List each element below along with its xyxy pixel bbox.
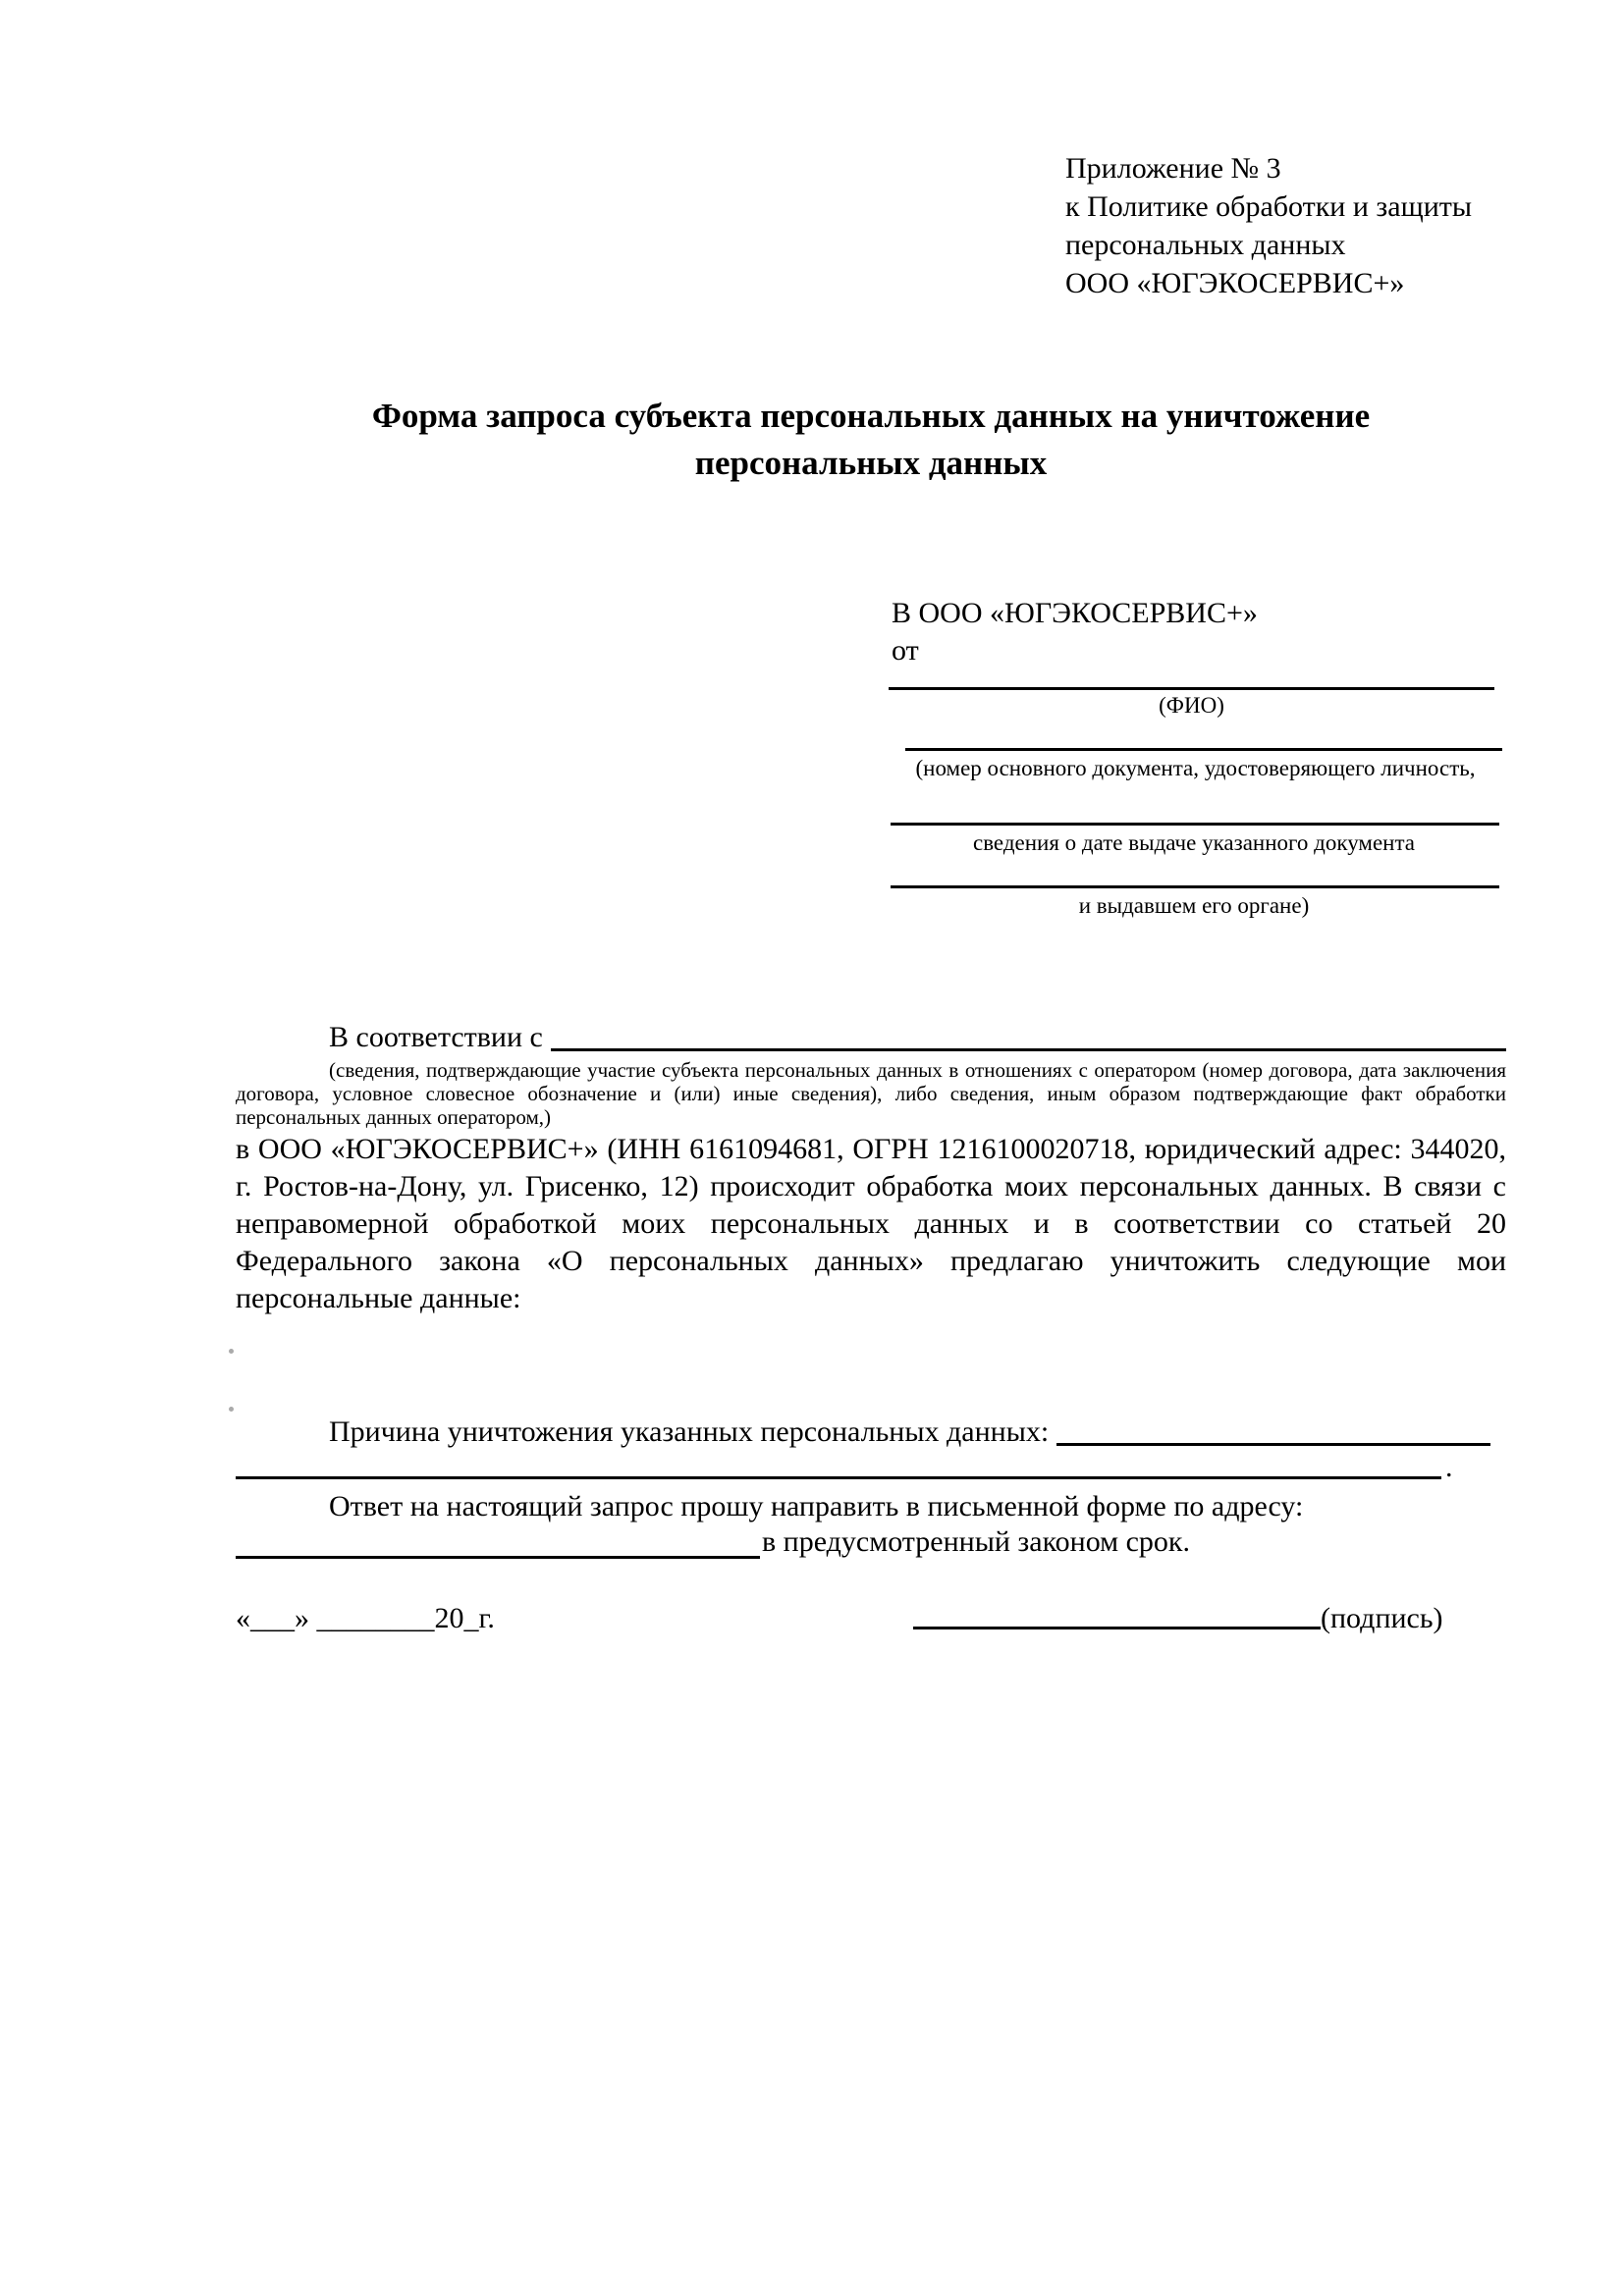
appendix-note-line: ООО «ЮГЭКОСЕРВИС+» [1065, 267, 1405, 299]
list-marker [229, 1349, 234, 1354]
main-paragraph: в ООО «ЮГЭКОСЕРВИС+» (ИНН 6161094681, ОГРН 1216100020718, юридический адрес: 344020, г. Ростов-на-Дону, ул. Грисенко, 12) происходит обработка моих персональных данных. В связи с неправомерной обработкой моих персональных данных и в соответствии со статьей 20 Федерального закона «О персональных данных» предлагаю уничтожить следующие мои персональные данные: [236, 1133, 1506, 1314]
fio-caption: (ФИО) [1159, 693, 1224, 718]
date-field[interactable]: «___» ________20_г. [236, 1602, 495, 1634]
doc-number-caption: (номер основного документа, удостоверяющего личность, [915, 756, 1476, 780]
answer-text: Ответ на настоящий запрос прошу направить в письменной форме по адресу: [329, 1490, 1304, 1522]
sender-from-label: от [892, 634, 919, 667]
appendix-note-line: к Политике обработки и защиты [1065, 190, 1473, 223]
page-title [236, 393, 1506, 487]
accordance-label: В соответствии с [329, 1021, 543, 1053]
accordance-note: (сведения, подтверждающие участие субъекта персональных данных в отношениях с оператором (номер договора, дата заключения договора, условное словесное обозначение и (или) иные сведения), либо сведения, иным образом подтверждающие факт обработки персональных данных оператором,) [236, 1058, 1506, 1129]
signature-caption: (подпись) [1321, 1602, 1443, 1634]
doc-number-blank-line[interactable] [905, 748, 1502, 751]
page-title-line2: персональных данных [694, 444, 1048, 482]
reason-period: . [1445, 1451, 1453, 1483]
accordance-blank-line[interactable] [551, 1048, 1506, 1051]
doc-issuer-blank-line[interactable] [891, 885, 1499, 888]
reason-continuation-line[interactable] [236, 1476, 1441, 1479]
reason-row [236, 1414, 1506, 1451]
reason-blank-line[interactable] [1056, 1443, 1490, 1446]
doc-issuer-caption: и выдавшем его органе) [1078, 893, 1310, 918]
fio-blank-line[interactable] [889, 687, 1494, 690]
term-text: в предусмотренный законом срок. [762, 1525, 1190, 1558]
doc-date-caption: сведения о дате выдаче указанного документа [972, 830, 1416, 855]
recipient-line: В ООО «ЮГЭКОСЕРВИС+» [892, 597, 1258, 629]
address-blank-line[interactable] [236, 1556, 760, 1559]
doc-date-blank-line[interactable] [891, 823, 1499, 826]
list-marker [229, 1407, 234, 1412]
appendix-note-line: Приложение № 3 [1065, 152, 1281, 185]
appendix-note [1065, 149, 1537, 302]
page-title-line1: Форма запроса субъекта персональных данных на уничтожение [371, 397, 1371, 435]
accordance-row [236, 1019, 1506, 1056]
appendix-note-line: персональных данных [1065, 229, 1346, 261]
reason-label: Причина уничтожения указанных персональных данных: [329, 1415, 1050, 1448]
signature-blank-line[interactable] [913, 1627, 1321, 1629]
